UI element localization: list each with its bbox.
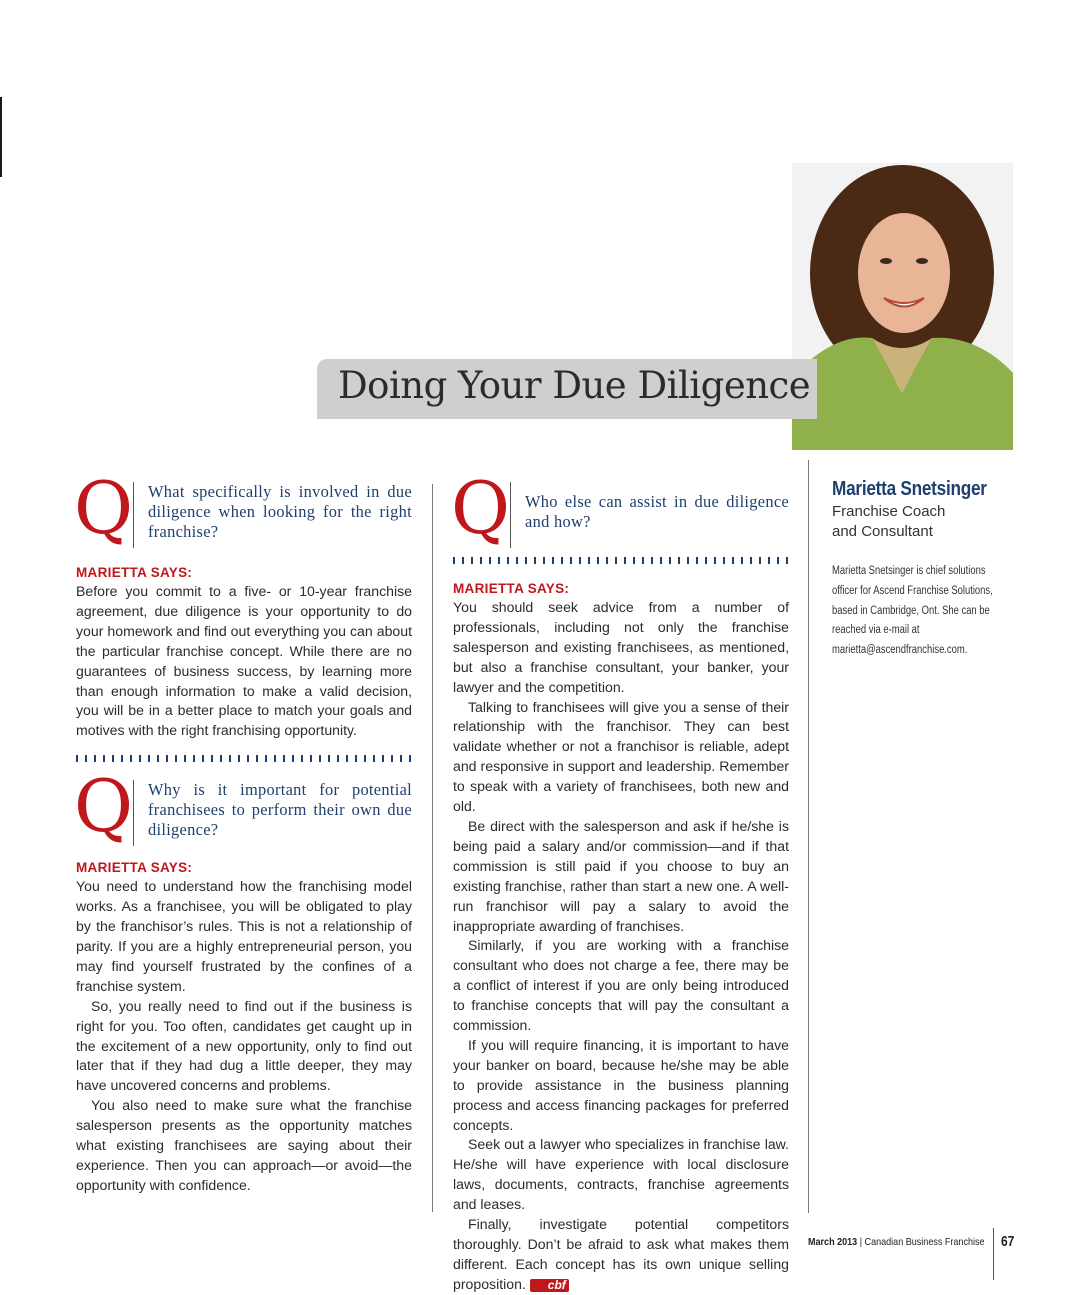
answer-3-paragraph: You should seek advice from a number of professionals, including not only the franchise salesperson and existing franchisees, as mentioned, but also a franchise consultant, your banker, your lawyer and the competition. — [453, 599, 789, 695]
author-role-line1: Franchise Coach — [832, 503, 946, 520]
marietta-says-label: MARIETTA SAYS: — [76, 565, 193, 580]
footer-issue: March 2013 — [808, 1236, 858, 1248]
column-2 — [451, 466, 789, 1295]
author-name: Marietta Snetsinger — [832, 478, 987, 500]
author-photo — [792, 163, 1013, 450]
answer-3-paragraph: If you will require financing, it is important to have your banker on board, because he/she may be able to provide assistance in the business planning process and access financing packages for preferred concepts. — [453, 1036, 789, 1133]
answer-3-paragraph: Talking to franchisees will give you a sense of their relationship with the franchisor. They can best validate whether or not a franchisor is reliable, adept and responsive in support and leadership. Remember to speak with a variety of franchisees, both new and old. — [453, 698, 789, 815]
answer-3-last-text: Finally, investigate potential competitors thoroughly. Don’t be afraid to ask what makes them different. Each concept has its own unique selling proposition. — [453, 1216, 789, 1292]
question-3-text: Who else can assist in due diligence and how? — [525, 492, 789, 531]
answer-2-paragraph: You also need to make sure what the franchise salesperson presents as the opportunity matches what existing franchisees are saying about their experience. Then you can approach—or avoid—the opportunity with confidence. — [76, 1097, 412, 1193]
question-1 — [74, 466, 412, 552]
q-divider — [510, 482, 511, 548]
footer-divider — [993, 1228, 994, 1280]
article-title: Doing Your Due Diligence — [338, 364, 811, 407]
q-divider — [133, 780, 134, 846]
author-bio: Marietta Snetsinger is chief solutions officer for Ascend Franchise Solutions, based in Cambridge, Ont. She can be reached via e-mail at marietta@ascendfranchise.com. — [832, 565, 993, 657]
author-sidebar — [832, 476, 1032, 661]
page-footer — [808, 1236, 985, 1248]
marietta-says-label: MARIETTA SAYS: — [453, 581, 570, 596]
author-role-line2: and Consultant — [832, 523, 933, 540]
page-number: 67 — [1001, 1233, 1015, 1250]
column-1 — [74, 466, 412, 1196]
question-2 — [74, 764, 412, 850]
q-letter: Q — [74, 466, 134, 550]
question-3 — [451, 466, 789, 550]
footer-separator: | — [857, 1236, 865, 1248]
footer-magazine: Canadian Business Franchise — [864, 1236, 985, 1248]
section-divider — [453, 557, 789, 564]
section-divider — [76, 755, 412, 762]
answer-3-last-paragraph — [453, 1215, 789, 1295]
q-letter: Q — [74, 764, 134, 849]
column-divider-right — [808, 460, 809, 1213]
answer-2-paragraph: So, you really need to find out if the business is right for you. Too often, candidates get caught up in the excitement of a new opportunity, only to find out later that if they had dug a little deeper, they may have uncovered concerns and problems. — [76, 997, 412, 1094]
cbf-end-logo: cbf — [530, 1279, 569, 1292]
answer-3-paragraph: Similarly, if you are working with a franchise consultant who does not charge a fee, there may be a conflict of interest if you are only being introduced to franchise concepts that will pay the consultant a commission. — [453, 937, 789, 1034]
answer-3-paragraph: Be direct with the salesperson and ask if he/she is being paid a salary and/or commission—and if that commission is still paid if you choose to buy an existing franchise, rather than start a new one. A well-run franchisor will pay a salary to avoid the inappropriate awarding of franchises. — [453, 817, 789, 934]
margin-crop-mark — [0, 97, 2, 177]
answer-2-paragraph: You need to understand how the franchising model works. As a franchisee, you will be obligated to play by the franchisor’s rules. This is not a relationship of parity. If you are a highly entrepreneurial person, you may find yourself frustrated by the confines of a franchise system. — [76, 878, 412, 994]
question-2-text: Why is it important for potential franchisees to perform their own due diligence? — [148, 780, 412, 840]
q-divider — [133, 482, 134, 548]
answer-1-paragraph: Before you commit to a five- or 10-year franchise agreement, due diligence is your opportunity to do your homework and find out everything you can about the particular franchise concept. While there are no guarantees of business success, by learning more than enough information to make a valid decision, you will be in a better place to match your goals and motives with the right franchising opportunity. — [76, 583, 412, 739]
marietta-says-label: MARIETTA SAYS: — [76, 860, 193, 876]
question-1-text: What specifically is involved in due diligence when looking for the right franchise? — [148, 482, 412, 541]
column-divider-left — [432, 484, 433, 1212]
q-letter: Q — [451, 466, 511, 550]
answer-3-paragraph: Seek out a lawyer who specializes in franchise law. He/she will have experience with local disclosure laws, documents, contracts, franchise agreements and leases. — [453, 1136, 789, 1213]
